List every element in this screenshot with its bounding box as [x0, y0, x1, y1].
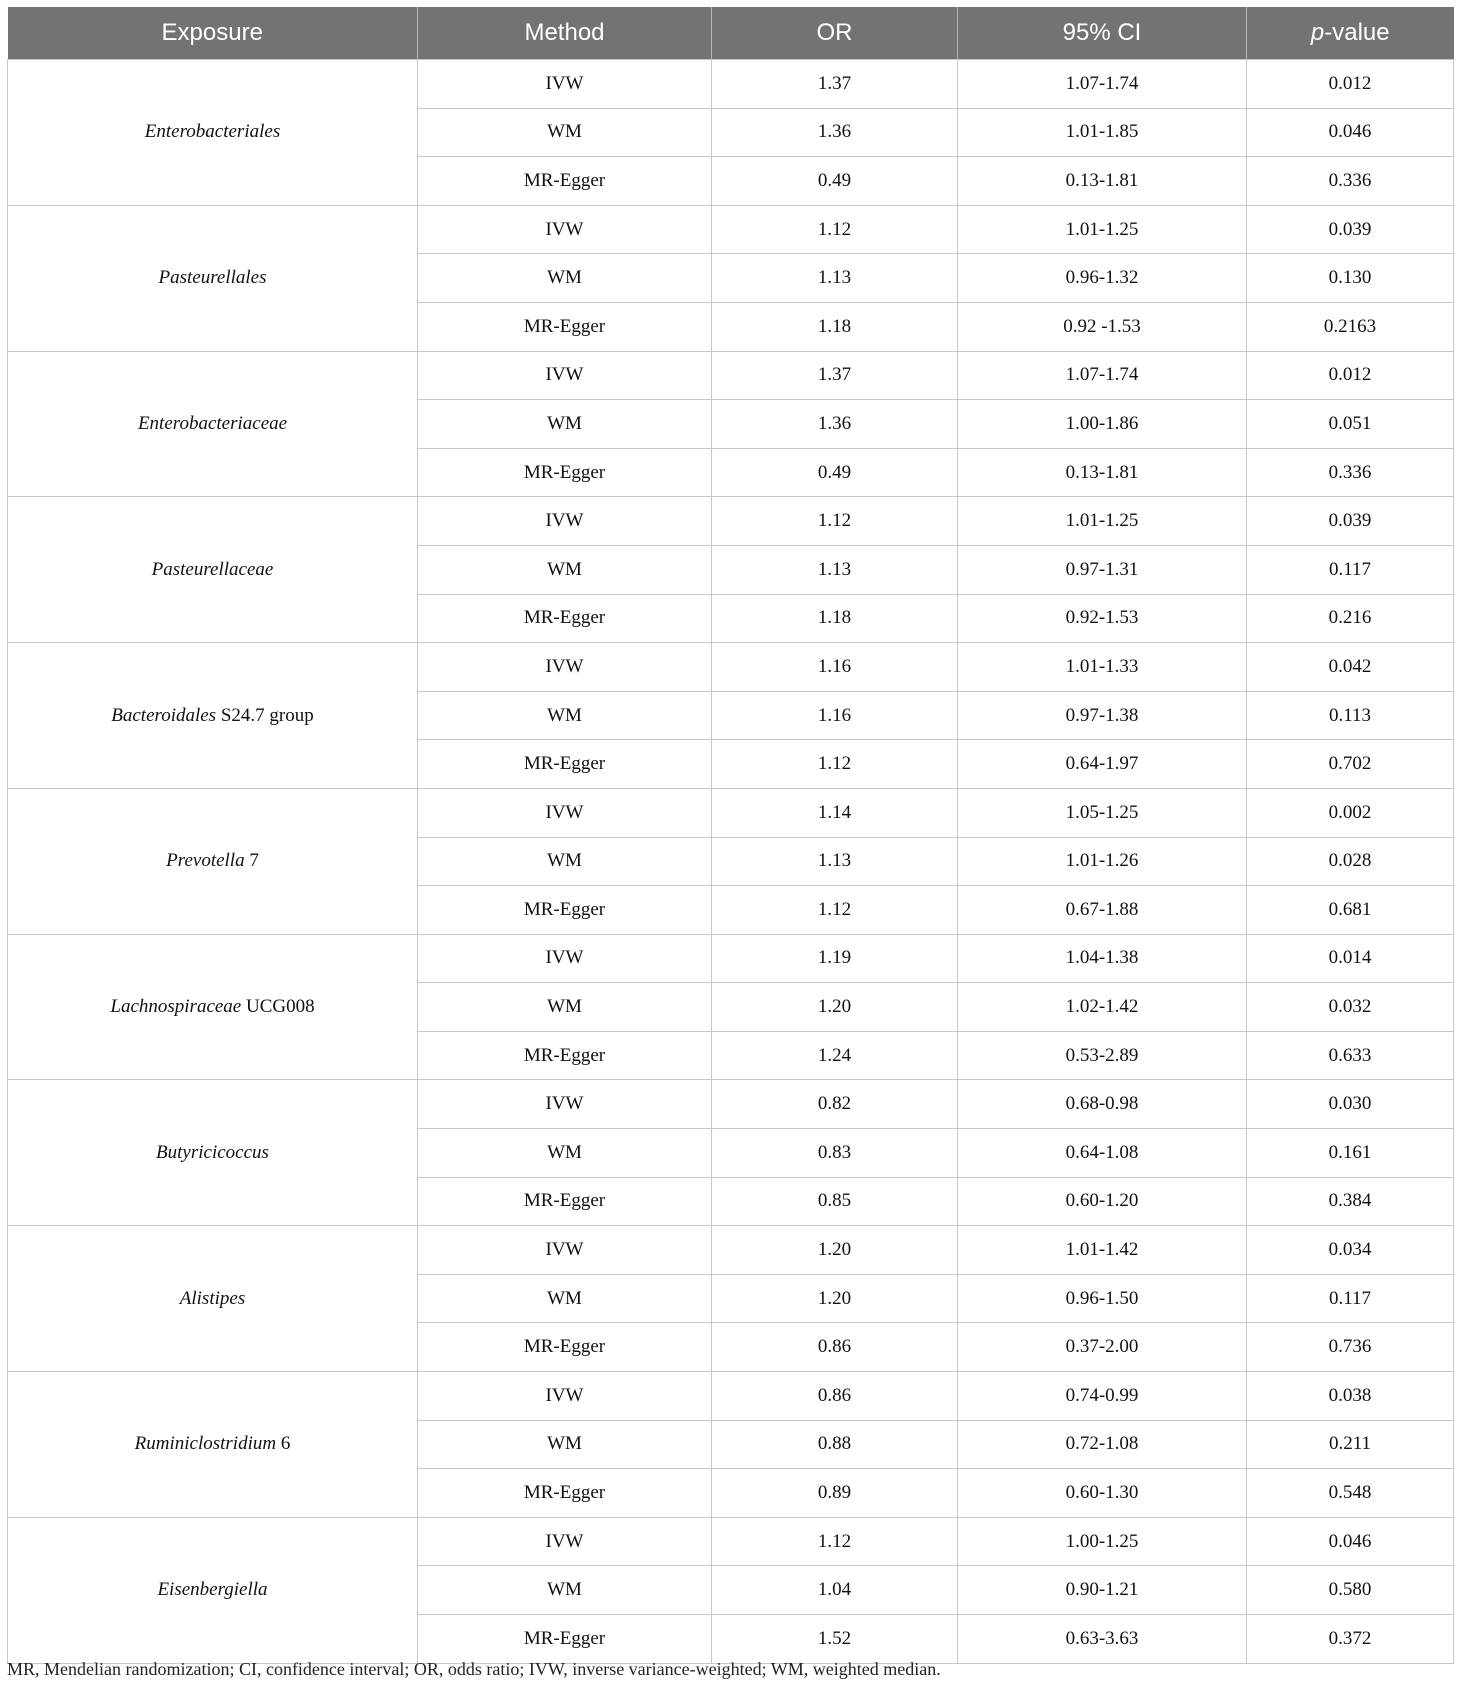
method-cell: WM: [418, 1129, 712, 1178]
or-cell: 1.18: [712, 594, 958, 643]
exposure-name: Alistipes: [179, 1287, 246, 1309]
or-cell: 1.12: [712, 205, 958, 254]
or-cell: 0.85: [712, 1177, 958, 1226]
exposure-cell: [8, 934, 418, 1080]
p-value-cell: 0.012: [1247, 60, 1454, 109]
header-ci: 95% CI: [958, 7, 1247, 60]
ci-cell: 1.01-1.42: [958, 1226, 1247, 1275]
table-row: [8, 351, 1454, 400]
table-row: [8, 60, 1454, 109]
p-value-cell: 0.211: [1247, 1420, 1454, 1469]
table-row: [8, 1226, 1454, 1275]
ci-cell: 1.01-1.25: [958, 497, 1247, 546]
ci-cell: 0.92 -1.53: [958, 302, 1247, 351]
ci-cell: 0.13-1.81: [958, 157, 1247, 206]
ci-cell: 0.67-1.88: [958, 886, 1247, 935]
exposure-name: Pasteurellales: [158, 267, 267, 289]
exposure-cell: [8, 1517, 418, 1663]
table-row: [8, 497, 1454, 546]
p-value-cell: 0.702: [1247, 740, 1454, 789]
or-cell: 0.49: [712, 157, 958, 206]
p-value-cell: 0.113: [1247, 691, 1454, 740]
exposure-suffix: UCG008: [241, 996, 315, 1018]
exposure-cell: [8, 1080, 418, 1226]
method-cell: MR-Egger: [418, 1323, 712, 1372]
header-p-rest: -value: [1324, 19, 1390, 46]
or-cell: 1.13: [712, 545, 958, 594]
ci-cell: 0.72-1.08: [958, 1420, 1247, 1469]
header-method: Method: [418, 7, 712, 60]
ci-cell: 0.96-1.32: [958, 254, 1247, 303]
or-cell: 0.88: [712, 1420, 958, 1469]
p-value-cell: 0.681: [1247, 886, 1454, 935]
p-value-cell: 0.051: [1247, 400, 1454, 449]
p-value-cell: 0.046: [1247, 1517, 1454, 1566]
method-cell: MR-Egger: [418, 594, 712, 643]
ci-cell: 0.64-1.08: [958, 1129, 1247, 1178]
header-row: [8, 7, 1454, 60]
p-value-cell: 0.117: [1247, 1274, 1454, 1323]
ci-cell: 0.92-1.53: [958, 594, 1247, 643]
exposure-cell: [8, 60, 418, 206]
exposure-name: Enterobacteriaceae: [137, 412, 288, 434]
ci-cell: 0.37-2.00: [958, 1323, 1247, 1372]
exposure-name: Pasteurellaceae: [151, 558, 274, 580]
method-cell: MR-Egger: [418, 886, 712, 935]
header-p-italic: p: [1310, 19, 1325, 46]
exposure-name: Enterobacteriales: [144, 121, 281, 143]
ci-cell: 0.64-1.97: [958, 740, 1247, 789]
method-cell: MR-Egger: [418, 302, 712, 351]
method-cell: IVW: [418, 205, 712, 254]
or-cell: 1.20: [712, 1274, 958, 1323]
or-cell: 1.37: [712, 60, 958, 109]
ci-cell: 0.53-2.89: [958, 1031, 1247, 1080]
exposure-cell: [8, 643, 418, 789]
table-footnote: MR, Mendelian randomization; CI, confidence interval; OR, odds ratio; IVW, inverse variance-weighted; WM, weighted median.: [7, 1659, 941, 1679]
method-cell: MR-Egger: [418, 1031, 712, 1080]
table-row: [8, 1372, 1454, 1421]
exposure-suffix: 7: [244, 850, 259, 872]
exposure-suffix: S24.7 group: [216, 704, 314, 726]
method-cell: IVW: [418, 351, 712, 400]
or-cell: 1.19: [712, 934, 958, 983]
p-value-cell: 0.030: [1247, 1080, 1454, 1129]
ci-cell: 0.96-1.50: [958, 1274, 1247, 1323]
or-cell: 0.89: [712, 1469, 958, 1518]
table-row: [8, 934, 1454, 983]
method-cell: WM: [418, 108, 712, 157]
or-cell: 1.13: [712, 837, 958, 886]
p-value-cell: 0.336: [1247, 157, 1454, 206]
results-table: [7, 7, 1454, 1664]
method-cell: WM: [418, 1420, 712, 1469]
exposure-name: Butyricicoccus: [156, 1141, 269, 1163]
p-value-cell: 0.384: [1247, 1177, 1454, 1226]
exposure-name: Lachnospiraceae: [110, 996, 242, 1018]
exposure-cell: [8, 351, 418, 497]
exposure-cell: [8, 1226, 418, 1372]
table-body: [8, 60, 1454, 1664]
exposure-cell: [8, 497, 418, 643]
p-value-cell: 0.046: [1247, 108, 1454, 157]
method-cell: WM: [418, 400, 712, 449]
ci-cell: 0.97-1.38: [958, 691, 1247, 740]
p-value-cell: 0.028: [1247, 837, 1454, 886]
ci-cell: 1.02-1.42: [958, 983, 1247, 1032]
p-value-cell: 0.161: [1247, 1129, 1454, 1178]
or-cell: 1.24: [712, 1031, 958, 1080]
p-value-cell: 0.372: [1247, 1615, 1454, 1664]
header-or: OR: [712, 7, 958, 60]
ci-cell: 0.63-3.63: [958, 1615, 1247, 1664]
exposure-name: Ruminiclostridium: [134, 1433, 277, 1455]
or-cell: 1.12: [712, 497, 958, 546]
p-value-cell: 0.633: [1247, 1031, 1454, 1080]
p-value-cell: 0.039: [1247, 205, 1454, 254]
ci-cell: 0.60-1.30: [958, 1469, 1247, 1518]
ci-cell: 1.00-1.25: [958, 1517, 1247, 1566]
method-cell: IVW: [418, 1080, 712, 1129]
p-value-cell: 0.2163: [1247, 302, 1454, 351]
or-cell: 0.86: [712, 1323, 958, 1372]
p-value-cell: 0.039: [1247, 497, 1454, 546]
ci-cell: 1.07-1.74: [958, 60, 1247, 109]
table-row: [8, 1517, 1454, 1566]
table-row: [8, 788, 1454, 837]
or-cell: 1.37: [712, 351, 958, 400]
ci-cell: 0.68-0.98: [958, 1080, 1247, 1129]
or-cell: 1.16: [712, 691, 958, 740]
p-value-cell: 0.032: [1247, 983, 1454, 1032]
p-value-cell: 0.002: [1247, 788, 1454, 837]
p-value-cell: 0.034: [1247, 1226, 1454, 1275]
table-row: [8, 643, 1454, 692]
ci-cell: 0.90-1.21: [958, 1566, 1247, 1615]
ci-cell: 0.60-1.20: [958, 1177, 1247, 1226]
ci-cell: 0.13-1.81: [958, 448, 1247, 497]
method-cell: IVW: [418, 1517, 712, 1566]
method-cell: IVW: [418, 1226, 712, 1275]
table-row: [8, 205, 1454, 254]
ci-cell: 0.74-0.99: [958, 1372, 1247, 1421]
or-cell: 0.86: [712, 1372, 958, 1421]
ci-cell: 1.01-1.25: [958, 205, 1247, 254]
exposure-name: Prevotella: [166, 850, 245, 872]
method-cell: IVW: [418, 1372, 712, 1421]
method-cell: IVW: [418, 788, 712, 837]
or-cell: 0.83: [712, 1129, 958, 1178]
method-cell: MR-Egger: [418, 448, 712, 497]
or-cell: 1.16: [712, 643, 958, 692]
ci-cell: 1.01-1.33: [958, 643, 1247, 692]
or-cell: 1.20: [712, 1226, 958, 1275]
method-cell: WM: [418, 1274, 712, 1323]
or-cell: 1.12: [712, 886, 958, 935]
ci-cell: 0.97-1.31: [958, 545, 1247, 594]
table-row: [8, 1080, 1454, 1129]
method-cell: WM: [418, 254, 712, 303]
or-cell: 0.82: [712, 1080, 958, 1129]
ci-cell: 1.07-1.74: [958, 351, 1247, 400]
header-exposure: Exposure: [8, 7, 418, 60]
method-cell: MR-Egger: [418, 1177, 712, 1226]
p-value-cell: 0.014: [1247, 934, 1454, 983]
p-value-cell: 0.336: [1247, 448, 1454, 497]
ci-cell: 1.01-1.85: [958, 108, 1247, 157]
exposure-cell: [8, 1372, 418, 1518]
method-cell: WM: [418, 545, 712, 594]
ci-cell: 1.04-1.38: [958, 934, 1247, 983]
method-cell: MR-Egger: [418, 1615, 712, 1664]
ci-cell: 1.00-1.86: [958, 400, 1247, 449]
method-cell: IVW: [418, 497, 712, 546]
p-value-cell: 0.216: [1247, 594, 1454, 643]
exposure-cell: [8, 205, 418, 351]
or-cell: 1.13: [712, 254, 958, 303]
exposure-name: Bacteroidales: [111, 704, 217, 726]
or-cell: 1.20: [712, 983, 958, 1032]
or-cell: 1.36: [712, 400, 958, 449]
exposure-suffix: 6: [276, 1433, 291, 1455]
p-value-cell: 0.130: [1247, 254, 1454, 303]
method-cell: IVW: [418, 934, 712, 983]
method-cell: WM: [418, 983, 712, 1032]
or-cell: 1.18: [712, 302, 958, 351]
method-cell: MR-Egger: [418, 157, 712, 206]
method-cell: WM: [418, 1566, 712, 1615]
or-cell: 1.04: [712, 1566, 958, 1615]
p-value-cell: 0.117: [1247, 545, 1454, 594]
p-value-cell: 0.580: [1247, 1566, 1454, 1615]
header-p-value: [1247, 7, 1454, 60]
or-cell: 0.49: [712, 448, 958, 497]
or-cell: 1.12: [712, 1517, 958, 1566]
p-value-cell: 0.012: [1247, 351, 1454, 400]
p-value-cell: 0.038: [1247, 1372, 1454, 1421]
method-cell: IVW: [418, 60, 712, 109]
exposure-cell: [8, 788, 418, 934]
or-cell: 1.36: [712, 108, 958, 157]
p-value-cell: 0.736: [1247, 1323, 1454, 1372]
or-cell: 1.52: [712, 1615, 958, 1664]
method-cell: IVW: [418, 643, 712, 692]
exposure-name: Eisenbergiella: [157, 1579, 268, 1601]
p-value-cell: 0.042: [1247, 643, 1454, 692]
method-cell: MR-Egger: [418, 1469, 712, 1518]
or-cell: 1.12: [712, 740, 958, 789]
table-header: [8, 7, 1454, 60]
or-cell: 1.14: [712, 788, 958, 837]
ci-cell: 1.01-1.26: [958, 837, 1247, 886]
method-cell: MR-Egger: [418, 740, 712, 789]
method-cell: WM: [418, 837, 712, 886]
ci-cell: 1.05-1.25: [958, 788, 1247, 837]
p-value-cell: 0.548: [1247, 1469, 1454, 1518]
method-cell: WM: [418, 691, 712, 740]
